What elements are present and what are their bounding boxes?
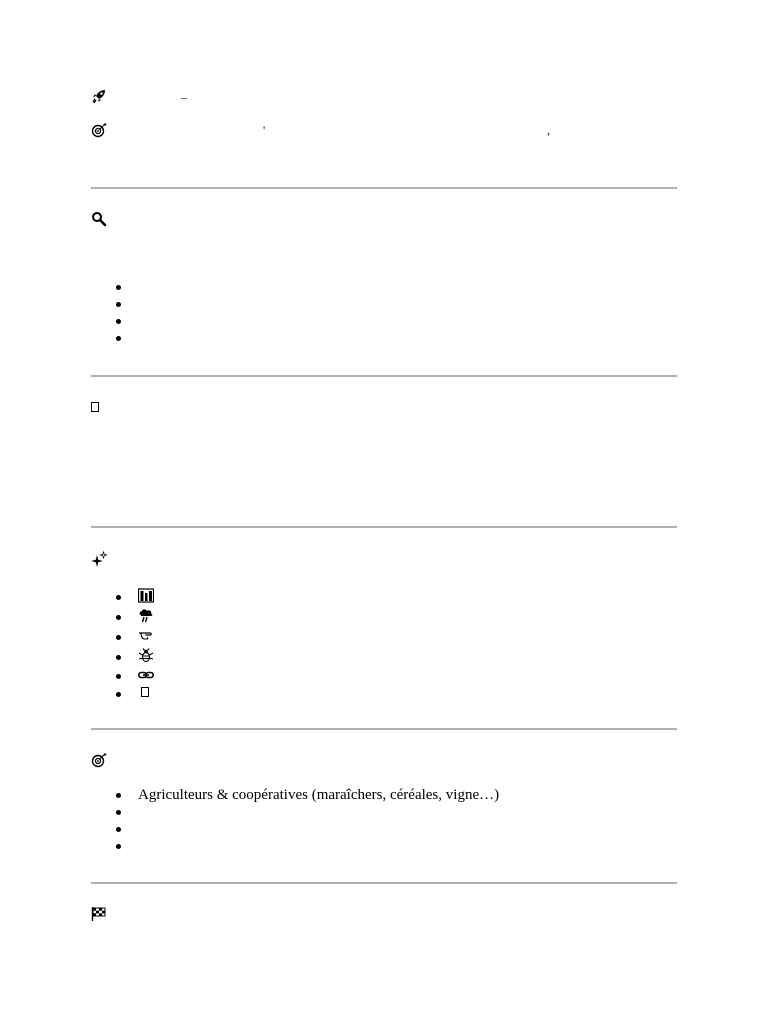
divider [91, 187, 677, 189]
cloud-rain-icon [138, 608, 154, 623]
audience-list [91, 787, 677, 855]
list-item [91, 627, 677, 647]
divider [91, 882, 677, 884]
bug-icon [138, 648, 154, 663]
divider [91, 375, 677, 377]
list-item [91, 279, 677, 296]
list-item [91, 330, 677, 347]
pointing-hand-icon [138, 628, 154, 643]
checkered-flag-icon [91, 906, 109, 924]
target-icon [91, 122, 109, 140]
list-item [91, 685, 677, 703]
divider [91, 526, 677, 528]
bar-chart-icon [138, 588, 154, 603]
list-item [91, 296, 677, 313]
divider [91, 728, 677, 730]
list-item [91, 787, 677, 804]
magnifier-icon [91, 211, 109, 229]
missing-glyph-icon [91, 402, 109, 420]
list-item [91, 667, 677, 685]
list-item [91, 587, 677, 607]
list-item-text: Agriculteurs & coopératives (maraîchers, céréales, vigne…) [138, 787, 500, 803]
sparkles-icon [91, 551, 109, 569]
header-mark-comma: , [547, 123, 550, 137]
target-icon [91, 752, 109, 770]
document-page [91, 0, 677, 1024]
header-mark-apostrophe: ' [263, 123, 266, 137]
list-item [91, 647, 677, 667]
search-list [91, 279, 677, 347]
features-list [91, 587, 677, 703]
link-icon [138, 668, 154, 683]
rocket-icon [91, 88, 109, 106]
header-dash: – [181, 90, 187, 104]
list-item [91, 804, 677, 821]
list-item [91, 821, 677, 838]
list-item [91, 607, 677, 627]
list-item [91, 838, 677, 855]
missing-glyph-icon [141, 687, 157, 702]
list-item [91, 313, 677, 330]
